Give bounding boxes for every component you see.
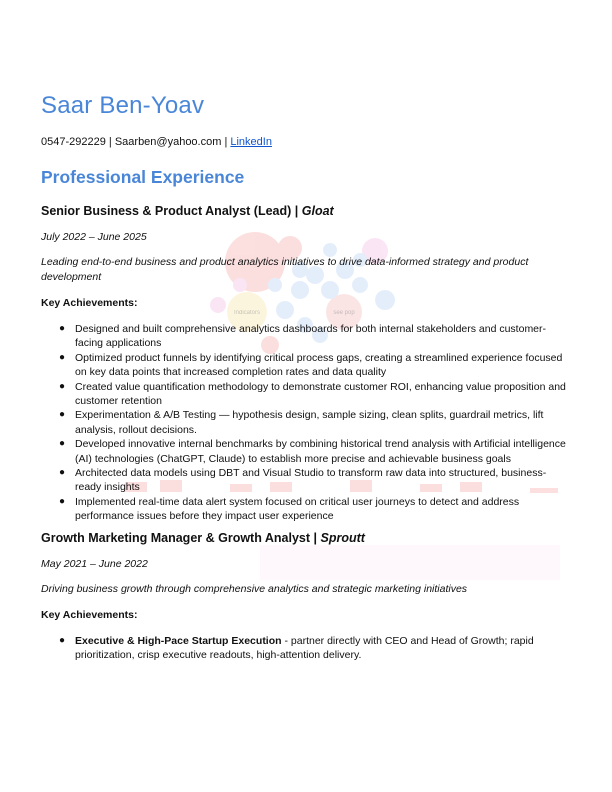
phone-number: 0547-292229 <box>41 136 106 148</box>
job-summary: Leading end-to-end business and product analytics initiatives to drive data-informed strategy and product development <box>41 256 529 283</box>
section-title-experience: Professional Experience <box>41 167 245 187</box>
job-title-separator: | <box>313 530 317 545</box>
achievements-list <box>41 322 571 524</box>
watermark-bubble-label-left: Indicators <box>233 310 261 316</box>
list-item <box>41 351 571 380</box>
bullet-icon: ● <box>59 323 66 334</box>
list-item-text: Implemented real-time data alert system focused on critical user journeys to detect and address performance issues before they impact user experience <box>75 495 520 523</box>
job-role: Growth Marketing Manager & Growth Analyst <box>41 530 311 545</box>
job-role: Senior Business & Product Analyst (Lead) <box>41 204 292 218</box>
job-entry-sproutt <box>41 531 571 663</box>
key-achievements-heading: Key Achievements: <box>41 297 138 309</box>
job-company: Gloat <box>301 204 334 218</box>
list-item-text: Created value quantification methodology to demonstrate customer ROI, enhancing value proposition and customer retention <box>75 380 566 408</box>
watermark-bubble-label-right: see pop <box>333 310 355 316</box>
key-achievements-heading: Key Achievements: <box>41 608 138 621</box>
linkedin-link[interactable]: LinkedIn <box>230 136 272 148</box>
job-summary: Driving business growth through comprehensive analytics and strategic marketing initiatives <box>41 582 468 595</box>
candidate-name: Saar Ben-Yoav <box>41 92 205 119</box>
bullet-icon: ● <box>59 467 66 479</box>
list-item <box>41 380 571 409</box>
job-title <box>41 204 571 218</box>
email-address: Saarben@yahoo.com <box>114 136 222 148</box>
bullet-icon: ● <box>59 438 66 450</box>
bullet-icon: ● <box>59 380 66 392</box>
list-item-text: Architected data models using DBT and Visual Studio to transform raw data into structured, business-ready insights <box>75 467 547 494</box>
bullet-icon: ● <box>59 495 66 507</box>
contact-line <box>41 136 571 148</box>
job-title <box>41 531 571 545</box>
job-dates: July 2022 – June 2025 <box>41 231 147 243</box>
list-item-text: Experimentation & A/B Testing — hypothesis design, sample sizing, clean splits, guardrail metrics, lift analysis, rollout decisions. <box>75 409 544 436</box>
job-entry-gloat <box>41 204 571 524</box>
list-item <box>41 634 571 663</box>
list-item-text: Designed and built comprehensive analytics dashboards for both internal stakeholders and customer-facing applications <box>75 323 547 350</box>
list-item-text: Developed innovative internal benchmarks by combining historical trend analysis with Artificial intelligence (AI) technologies (ChatGPT, Claude) to establish more precise and achievable business goals <box>75 438 566 465</box>
list-item-text: - partner directly with CEO and Head of Growth; rapid prioritization, crisp executive readouts, high-attention delivery. <box>75 634 534 662</box>
list-item <box>41 466 571 495</box>
bullet-icon: ● <box>59 634 66 646</box>
list-item <box>41 408 571 437</box>
achievements-list <box>41 634 571 663</box>
list-item <box>41 437 571 466</box>
job-title-separator: | <box>294 204 299 218</box>
list-item <box>41 322 571 351</box>
job-company: Sproutt <box>320 530 365 545</box>
list-item <box>41 495 571 524</box>
contact-separator: | <box>224 136 228 148</box>
list-item-text: Optimized product funnels by identifying critical process gaps, creating a streamlined experience focused on key data points that increased completion rates and data quality <box>75 351 563 379</box>
bullet-icon: ● <box>59 351 66 363</box>
contact-separator: | <box>108 136 112 148</box>
bullet-icon: ● <box>59 409 66 421</box>
job-dates: May 2021 – June 2022 <box>41 557 148 570</box>
list-item-bold-text: Executive & High-Pace Startup Execution <box>75 634 282 647</box>
resume-page <box>41 92 571 663</box>
